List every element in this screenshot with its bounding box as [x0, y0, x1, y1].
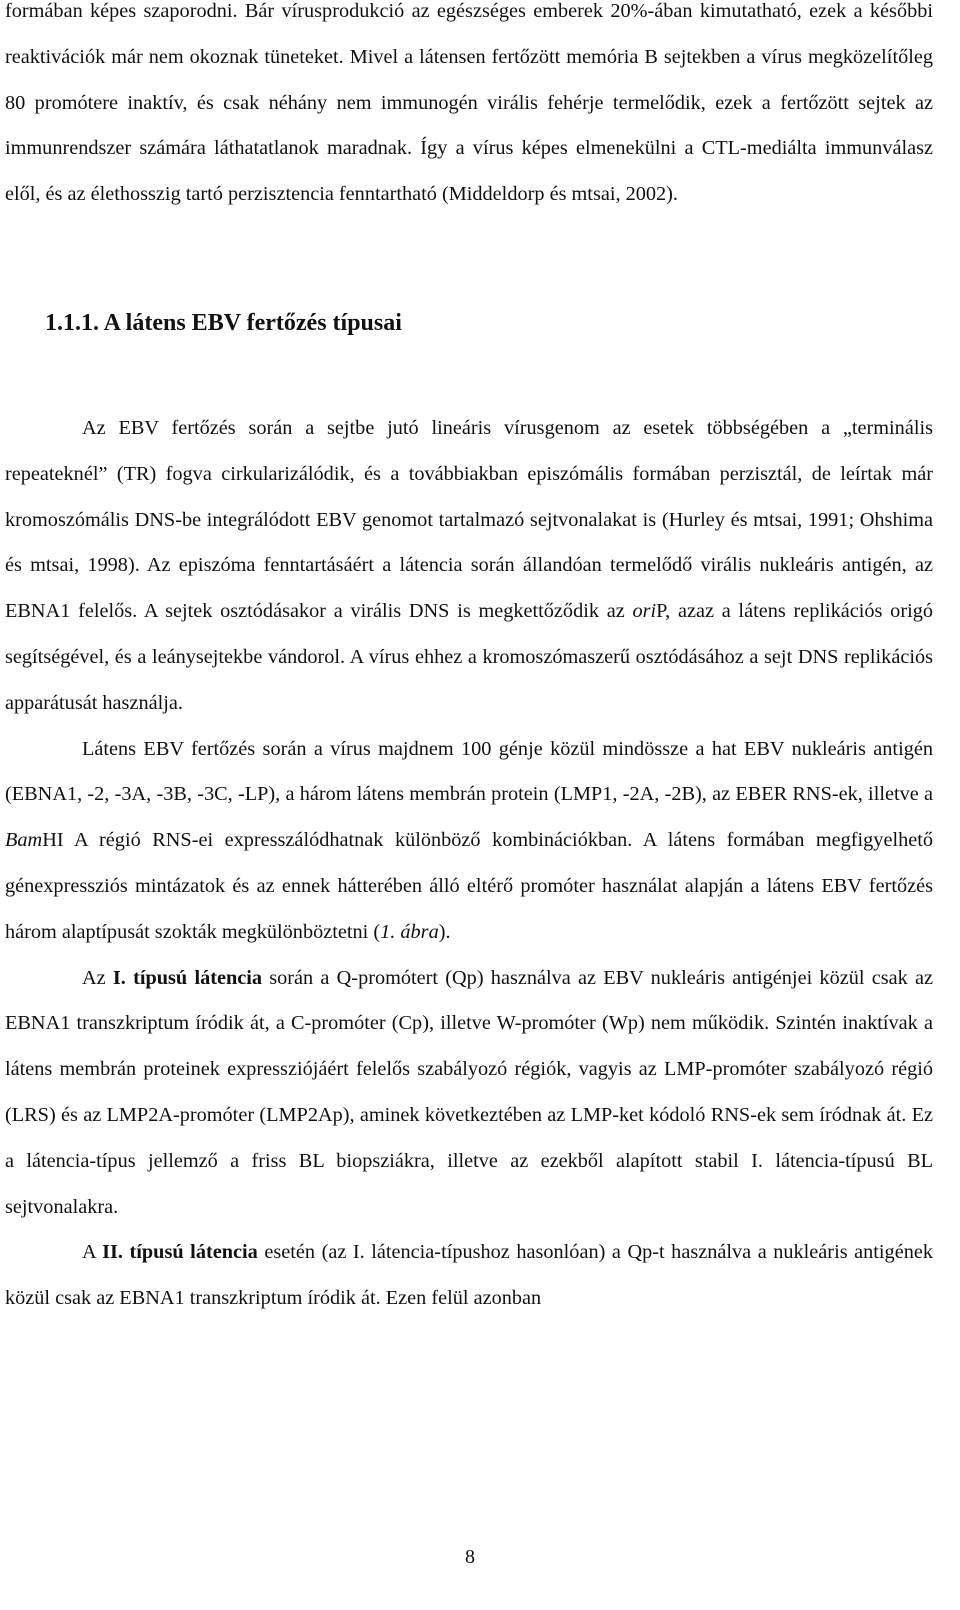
paragraph-4-text-a: Az [82, 966, 113, 989]
paragraph-2-text-a: Az EBV fertőzés során a sejtbe jutó lineáris vírusgenom az esetek többségében a „terminális repeateknél” (TR) fogva cirkularizálódik, és a továbbiakban episzómális formában perzisztál, de leírtak már kromoszómális DNS-be integrálódott EBV genomot tartalmazó sejtvonalakat is (Hurley és mtsai, 1991; Ohshima és mtsai, 1998). Az episzóma fenntartásáért a látencia során állandóan termelődő virális nukleáris antigén, az EBNA1 felelős. A sejtek osztódásakor a virális DNS is megkettőződik az [5, 416, 933, 623]
page-number: 8 [465, 1546, 475, 1568]
paragraph-5-text-b: esetén (az I. látencia-típushoz hasonlóan) a Qp-t használva a nukleáris antigének közül csak az EBNA1 transzkriptum íródik át. Ezen felül azonban [5, 1241, 933, 1310]
bam-italic: Bam [5, 829, 43, 852]
paragraph-3 [5, 727, 933, 956]
latency-type-1-term: I. típusú látencia [112, 966, 263, 989]
latency-type-2-term: II. típusú látencia [102, 1241, 258, 1264]
paragraph-2 [5, 406, 933, 727]
paragraph-3-text-a: Látens EBV fertőzés során a vírus majdnem 100 génje közül mindössze a hat EBV nukleáris antigén (EBNA1, -2, -3A, -3B, -3C, -LP), a három látens membrán protein (LMP1, -2A, -2B), az EBER RNS-ek, illetve a [5, 737, 933, 806]
figure-reference: 1. ábra [380, 920, 439, 943]
paragraph-3-text-c: ). [438, 920, 451, 943]
ori-italic: ori [632, 600, 657, 623]
paragraph-1-text: formában képes szaporodni. Bár vírusprodukció az egészséges emberek 20%-ában kimutatható, ezek a későbbi reaktivációk már nem okoznak tüneteket. Mivel a látensen fertőzött memória B sejtekben a vírus megközelítőleg 80 promótere inaktív, és csak néhány nem immunogén virális fehérje termelődik, ezek a fertőzött sejtek az immunrendszer számára láthatatlanok maradnak. Így a vírus képes elmenekülni a CTL-mediálta immunválasz elől, és az élethosszig tartó perzisztencia fenntartható (Middeldorp és mtsai, 2002). [5, 0, 933, 206]
paragraph-4 [5, 956, 933, 1231]
paragraph-2-text-b: P, azaz a látens replikációs origó segítségével, és a leánysejtekbe vándorol. A vírus ehhez a kromoszómaszerű osztódásához a sejt DNS replikációs apparátusát használja. [5, 600, 933, 714]
paragraph-5-text-a: A [82, 1241, 103, 1264]
paragraph-5 [5, 1230, 933, 1322]
section-heading: 1.1.1. A látens EBV fertőzés típusai [45, 309, 402, 336]
paragraph-4-text-b: során a Q-promótert (Qp) használva az EBV nukleáris antigénjei közül csak az EBNA1 transzkriptum íródik át, a C-promóter (Cp), illetve W-promóter (Wp) nem működik. Szintén inaktívak a látens membrán proteinek expressziójáért felelős szabályozó régiók, vagyis az LMP-promóter szabályozó régió (LRS) és az LMP2A-promóter (LMP2Ap), aminek következtében az LMP-ket kódoló RNS-ek sem íródnak át. Ez a látencia-típus jellemző a friss BL biopsziákra, illetve az ezekből alapított stabil I. látencia-típusú BL sejtvonalakra. [5, 966, 934, 1218]
document-page [5, 0, 933, 1322]
paragraph-1 [5, 0, 933, 218]
paragraph-3-text-b: HI A régió RNS-ei expresszálódhatnak különböző kombinációkban. A látens formában megfigyelhető génexpressziós mintázatok és az ennek hátterében álló eltérő promóter használat alapján a látens EBV fertőzés három alaptípusát szokták megkülönböztetni ( [5, 829, 933, 943]
